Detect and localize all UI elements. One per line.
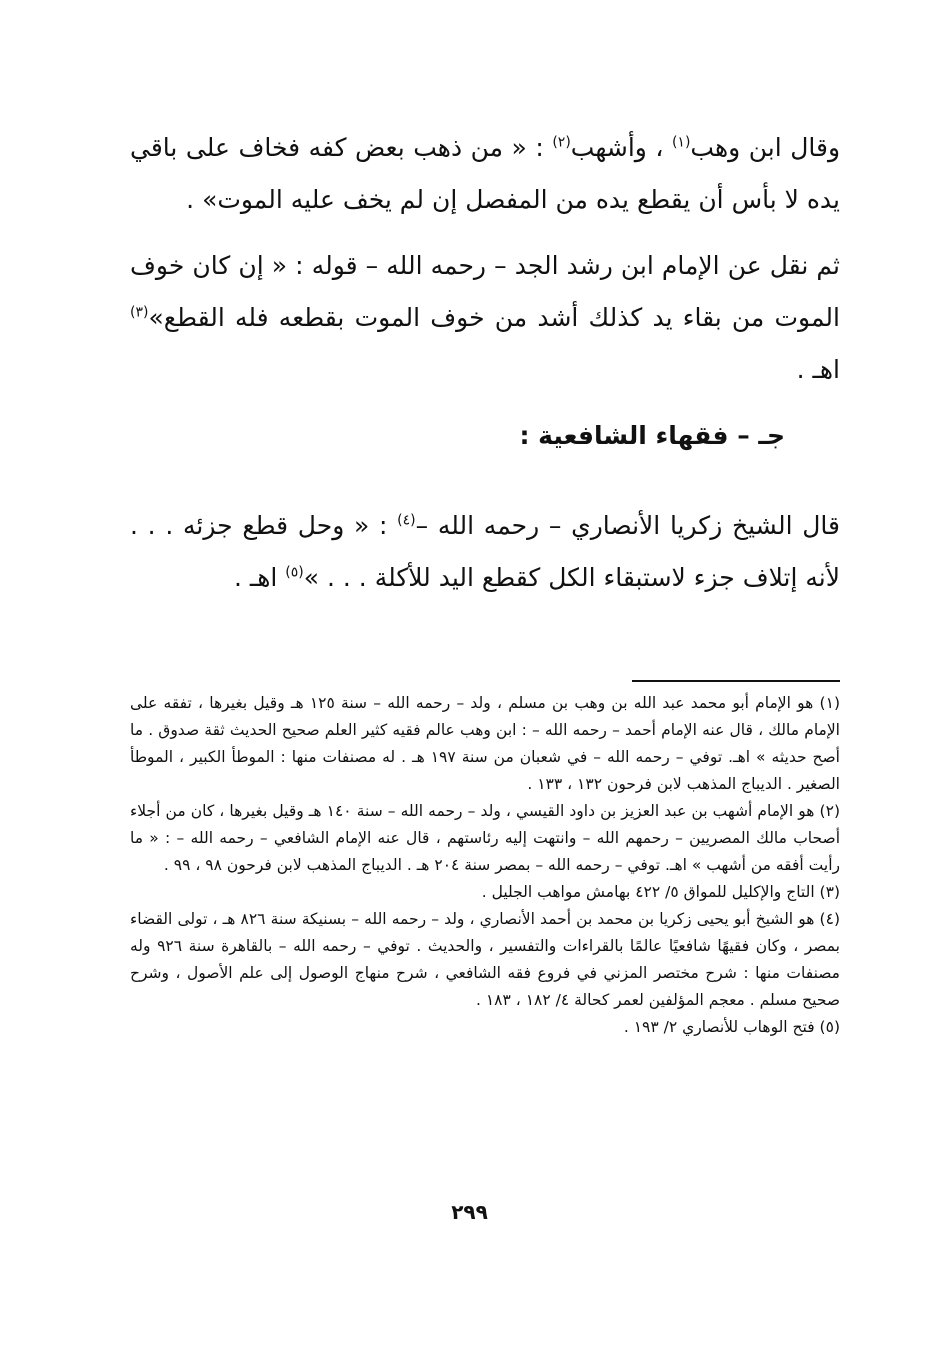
- footnote-ref-2: (٢): [552, 134, 571, 151]
- paragraph-text: اهـ .: [796, 355, 840, 384]
- footnote-1: (١) هو الإمام أبو محمد عبد الله بن وهب بن مسلم ، ولد – رحمه الله – سنة ١٢٥ هـ وقيل بغيرها ، تفقه على الإمام مالك ، قال عنه الإمام أحمد – رحمه الله – : ابن وهب عالم فقيه كثير العلم صحيح الحديث ثقة صدوق . ما أصح حديثه » اهـ. توفي – رحمه الله – في شعبان من سنة ١٩٧ هـ . له مصنفات منها : الموطأ الكبير ، الموطأ الصغير . الديباج المذهب لابن فرحون ١٣٢ ، ١٣٣ .: [130, 694, 840, 793]
- footnote-3: (٣) التاج والإكليل للمواق ٥/ ٤٢٢ بهامش مواهب الجليل .: [481, 883, 840, 901]
- footnote-2: (٢) هو الإمام أشهب بن عبد العزيز بن داود القيسي ، ولد – رحمه الله – سنة ١٤٠ هـ وقيل بغيرها ، كان من أجلاء أصحاب مالك المصريين – رحمهم الله – وانتهت إليه رئاستهم ، قال عنه الإمام الشافعي – رحمه الله – : « ما رأيت أفقه من أشهب » اهـ. توفي – رحمه الله – بمصر سنة ٢٠٤ هـ . الديباج المذهب لابن فرحون ٩٨ ، ٩٩ .: [130, 802, 840, 874]
- footnote-ref-3: (٣): [130, 304, 149, 321]
- paragraph-ibn-rushd: [130, 240, 840, 396]
- footnotes: [130, 690, 840, 1041]
- section-heading: جـ – فقهاء الشافعية :: [519, 421, 785, 450]
- paragraph-text: اهـ .: [234, 563, 286, 592]
- footnote-ref-4: (٤): [397, 512, 416, 529]
- footnote-ref-1: (١): [671, 134, 691, 151]
- paragraph-text: : « وحل قطع جزئه . . . لأنه إتلاف جزء لاستبقاء الكل كقطع اليد للأكلة . . . »: [130, 511, 840, 592]
- paragraph-text: ، وأشهب: [570, 133, 672, 162]
- footnote-ref-5: (٥): [285, 564, 304, 581]
- paragraph-ansari: [130, 500, 840, 604]
- paragraph-text: قال الشيخ زكريا الأنصاري – رحمه الله –: [415, 511, 841, 540]
- footnote-5: (٥) فتح الوهاب للأنصاري ٢/ ١٩٣ .: [623, 1018, 840, 1036]
- paragraph-text: : « من ذهب بعض كفه فخاف على باقي يده لا بأس أن يقطع يده من المفصل إن لم يخف عليه الموت» .: [130, 133, 840, 214]
- footnote-4: (٤) هو الشيخ أبو يحيى زكريا بن محمد بن أحمد الأنصاري ، ولد – رحمه الله – بسنيكة سنة ٨٢٦ هـ ، تولى القضاء بمصر ، وكان فقيهًا شافعيًا عالمًا بالقراءات والتفسير ، والحديث . توفي – رحمه الله – بالقاهرة سنة ٩٢٦ وله مصنفات منها : شرح مختصر المزني في فروع فقه الشافعي ، شرح منهاج الوصول إلى علم الأصول ، وشرح صحيح مسلم . معجم المؤلفين لعمر كحالة ٤/ ١٨٢ ، ١٨٣ .: [130, 910, 840, 1009]
- page-number: ٢٩٩: [451, 1200, 488, 1224]
- paragraph-text: ثم نقل عن الإمام ابن رشد الجد – رحمه الله – قوله : « إن كان خوف الموت من بقاء يد كذلك أشد من خوف الموت بقطعه فله القطع»: [130, 251, 840, 332]
- main-text: [130, 122, 840, 618]
- footnote-divider: [632, 680, 840, 682]
- paragraph-text: وقال ابن وهب: [690, 133, 841, 162]
- paragraph-ibn-wahb: [130, 122, 840, 226]
